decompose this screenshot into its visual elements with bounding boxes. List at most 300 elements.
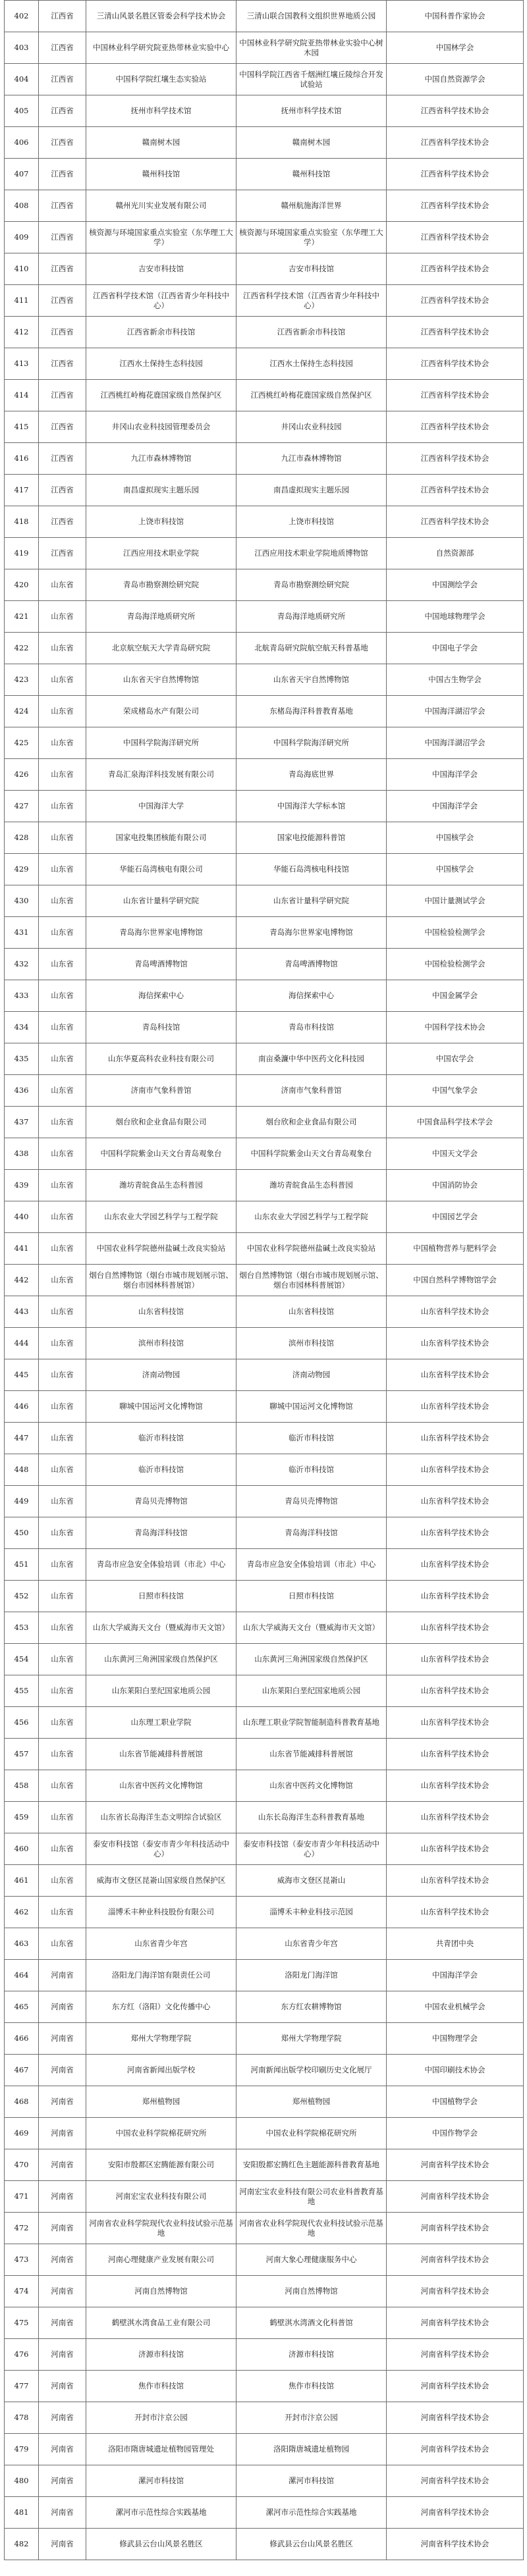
province-cell: 山东省	[39, 1233, 86, 1265]
province-cell: 山东省	[39, 1138, 86, 1170]
recommender-cell: 山东省科学技术协会	[387, 1833, 524, 1865]
row-number-cell: 413	[5, 348, 39, 380]
recommender-cell: 山东省科学技术协会	[387, 1675, 524, 1707]
recommender-cell: 共青团中央	[387, 1928, 524, 1960]
organization-cell: 修武县云台山风景名胜区	[86, 2529, 236, 2560]
province-cell: 山东省	[39, 1549, 86, 1581]
row-number-cell: 415	[5, 411, 39, 443]
row-number-cell: 429	[5, 854, 39, 885]
row-number-cell: 423	[5, 664, 39, 696]
row-number-cell: 456	[5, 1707, 39, 1739]
table-row	[5, 822, 524, 854]
recommender-cell: 山东省科学技术协会	[387, 1517, 524, 1549]
table-row	[5, 1960, 524, 1991]
organization-cell: 山东理工职业学院	[86, 1707, 236, 1739]
province-cell: 江西省	[39, 64, 86, 95]
table-row	[5, 159, 524, 190]
base-name-cell: 济源市科技馆	[236, 2339, 387, 2371]
recommender-cell: 中国食品科学技术学会	[387, 1107, 524, 1138]
table-row	[5, 633, 524, 664]
row-number-cell: 404	[5, 64, 39, 95]
table-row	[5, 1138, 524, 1170]
row-number-cell: 436	[5, 1075, 39, 1107]
row-number-cell: 466	[5, 2023, 39, 2055]
province-cell: 山东省	[39, 1865, 86, 1897]
organization-cell: 东方红（洛阳）文化传播中心	[86, 1991, 236, 2023]
row-number-cell: 457	[5, 1739, 39, 1770]
organization-cell: 济南市气象科普馆	[86, 1075, 236, 1107]
base-name-cell: 河南自然博物馆	[236, 2276, 387, 2307]
base-name-cell: 山东省中医药文化博物馆	[236, 1770, 387, 1802]
province-cell: 山东省	[39, 601, 86, 633]
province-cell: 山东省	[39, 1359, 86, 1391]
row-number-cell: 439	[5, 1170, 39, 1201]
base-name-cell: 临沂市科技馆	[236, 1454, 387, 1486]
row-number-cell: 403	[5, 32, 39, 64]
table-row	[5, 1644, 524, 1675]
recommender-cell: 自然资源部	[387, 538, 524, 569]
table-row	[5, 2023, 524, 2055]
organization-cell: 济南动物园	[86, 1359, 236, 1391]
row-number-cell: 414	[5, 380, 39, 411]
row-number-cell: 449	[5, 1486, 39, 1517]
row-number-cell: 421	[5, 601, 39, 633]
base-name-cell: 赣州科技馆	[236, 159, 387, 190]
base-name-cell: 上饶市科技馆	[236, 506, 387, 538]
province-cell: 山东省	[39, 1675, 86, 1707]
organization-cell: 江西桃红岭梅花鹿国家级自然保护区	[86, 380, 236, 411]
row-number-cell: 453	[5, 1612, 39, 1644]
table-row	[5, 1739, 524, 1770]
recommender-cell: 山东省科学技术协会	[387, 1296, 524, 1328]
organization-cell: 潍坊青皖食品生态科普园	[86, 1170, 236, 1201]
base-name-cell: 青岛市勘察测绘研究院	[236, 569, 387, 601]
province-cell: 山东省	[39, 1739, 86, 1770]
table-row	[5, 1612, 524, 1644]
recommender-cell: 山东省科学技术协会	[387, 1644, 524, 1675]
row-number-cell: 437	[5, 1107, 39, 1138]
province-cell: 山东省	[39, 1012, 86, 1043]
recommender-cell: 中国消防协会	[387, 1170, 524, 1201]
province-cell: 山东省	[39, 1802, 86, 1833]
organization-cell: 山东省中医药文化博物馆	[86, 1770, 236, 1802]
base-name-cell: 赣南树木园	[236, 127, 387, 159]
organization-cell: 山东省青少年宫	[86, 1928, 236, 1960]
organization-cell: 聊城中国运河文化博物馆	[86, 1391, 236, 1423]
row-number-cell: 475	[5, 2307, 39, 2339]
base-name-cell: 华能石岛湾核电科技馆	[236, 854, 387, 885]
table-row	[5, 317, 524, 348]
recommender-cell: 中国电子学会	[387, 633, 524, 664]
table-row	[5, 2402, 524, 2434]
organization-cell: 吉安市科技馆	[86, 253, 236, 285]
row-number-cell: 435	[5, 1043, 39, 1075]
row-number-cell: 420	[5, 569, 39, 601]
base-name-cell: 山东理工职业学院智能制造科普教育基地	[236, 1707, 387, 1739]
province-cell: 江西省	[39, 190, 86, 222]
base-name-cell: 中国农业科学院德州盐碱土改良实验站	[236, 1233, 387, 1265]
organization-cell: 开封市汴京公园	[86, 2402, 236, 2434]
province-cell: 山东省	[39, 1833, 86, 1865]
organization-cell: 河南心理健康产业发展有限公司	[86, 2244, 236, 2276]
organization-cell: 山东省天宇自然博物馆	[86, 664, 236, 696]
row-number-cell: 412	[5, 317, 39, 348]
organization-cell: 山东黄河三角洲国家级自然保护区	[86, 1644, 236, 1675]
row-number-cell: 409	[5, 222, 39, 253]
recommender-cell: 江西省科学技术协会	[387, 253, 524, 285]
table-row	[5, 917, 524, 949]
row-number-cell: 462	[5, 1897, 39, 1928]
row-number-cell: 476	[5, 2339, 39, 2371]
recommender-cell: 江西省科学技术协会	[387, 506, 524, 538]
row-number-cell: 426	[5, 759, 39, 791]
row-number-cell: 410	[5, 253, 39, 285]
base-name-cell: 中国林业科学研究院亚热带林业实验中心树木园	[236, 32, 387, 64]
recommender-cell: 中国农学会	[387, 1043, 524, 1075]
recommender-cell: 中国核学会	[387, 854, 524, 885]
recommender-cell: 中国自然资源学会	[387, 64, 524, 95]
row-number-cell: 418	[5, 506, 39, 538]
province-cell: 山东省	[39, 727, 86, 759]
province-cell: 江西省	[39, 1, 86, 32]
row-number-cell: 405	[5, 95, 39, 127]
province-cell: 山东省	[39, 1075, 86, 1107]
row-number-cell: 442	[5, 1265, 39, 1296]
organization-cell: 中国农业科学院德州盐碱土改良实验站	[86, 1233, 236, 1265]
province-cell: 山东省	[39, 1454, 86, 1486]
base-name-cell: 河南新闻出版学校印刷历史文化展厅	[236, 2055, 387, 2086]
recommender-cell: 中国林学会	[387, 32, 524, 64]
province-cell: 河南省	[39, 2023, 86, 2055]
table-body	[5, 1, 524, 2560]
province-cell: 山东省	[39, 1517, 86, 1549]
row-number-cell: 445	[5, 1359, 39, 1391]
base-name-cell: 安阳殷都宏腾红色主题能源科普教育基地	[236, 2149, 387, 2181]
organization-cell: 山东大学威海天文台（暨威海市天文馆）	[86, 1612, 236, 1644]
table-row	[5, 885, 524, 917]
table-row	[5, 1928, 524, 1960]
row-number-cell: 473	[5, 2244, 39, 2276]
row-number-cell: 432	[5, 949, 39, 980]
base-name-cell: 江西应用技术职业学院地质博物馆	[236, 538, 387, 569]
recommender-cell: 中国气象学会	[387, 1075, 524, 1107]
row-number-cell: 461	[5, 1865, 39, 1897]
row-number-cell: 419	[5, 538, 39, 569]
row-number-cell: 422	[5, 633, 39, 664]
base-name-cell: 青岛海洋科技馆	[236, 1517, 387, 1549]
row-number-cell: 427	[5, 791, 39, 822]
province-cell: 山东省	[39, 1612, 86, 1644]
base-name-cell: 烟台自然博物馆（烟台市城市规划展示馆、烟台市园林科普展馆）	[236, 1265, 387, 1296]
recommender-cell: 河南省科学技术协会	[387, 2371, 524, 2402]
row-number-cell: 479	[5, 2434, 39, 2465]
province-cell: 江西省	[39, 222, 86, 253]
recommender-cell: 中国物理学会	[387, 2023, 524, 2055]
organization-cell: 三清山风景名胜区管委会科学技术协会	[86, 1, 236, 32]
organization-cell: 山东莱阳白垩纪国家地质公园	[86, 1675, 236, 1707]
organization-cell: 青岛汇泉海洋科技发展有限公司	[86, 759, 236, 791]
organization-cell: 赣南树木园	[86, 127, 236, 159]
recommender-cell: 江西省科学技术协会	[387, 348, 524, 380]
row-number-cell: 438	[5, 1138, 39, 1170]
row-number-cell: 402	[5, 1, 39, 32]
table-row	[5, 1391, 524, 1423]
table-row	[5, 1265, 524, 1296]
recommender-cell: 山东省科学技术协会	[387, 1612, 524, 1644]
row-number-cell: 463	[5, 1928, 39, 1960]
organization-cell: 中国海洋大学	[86, 791, 236, 822]
base-name-cell: 青岛市应急安全体验培训（市北）中心	[236, 1549, 387, 1581]
base-name-cell: 核资源与环境国家重点实验室（东华理工大学）	[236, 222, 387, 253]
table-row	[5, 949, 524, 980]
recommender-cell: 河南省科学技术协会	[387, 2149, 524, 2181]
base-name-cell: 九江市森林博物馆	[236, 443, 387, 475]
organization-cell: 中国农业科学院棉花研究所	[86, 2118, 236, 2149]
recommender-cell: 山东省科学技术协会	[387, 1486, 524, 1517]
row-number-cell: 448	[5, 1454, 39, 1486]
base-name-cell: 北航青岛研究院航空航天科普基地	[236, 633, 387, 664]
base-name-cell: 山东省青少年宫	[236, 1928, 387, 1960]
base-name-cell: 淄博禾丰种业科技示范园	[236, 1897, 387, 1928]
table-row	[5, 1486, 524, 1517]
base-name-cell: 吉安市科技馆	[236, 253, 387, 285]
organization-cell: 中国科学院海洋研究所	[86, 727, 236, 759]
recommender-cell: 河南省科学技术协会	[387, 2307, 524, 2339]
base-name-cell: 山东省科技馆	[236, 1296, 387, 1328]
recommender-cell: 山东省科学技术协会	[387, 1581, 524, 1612]
province-cell: 河南省	[39, 2118, 86, 2149]
row-number-cell: 467	[5, 2055, 39, 2086]
organization-cell: 日照市科技馆	[86, 1581, 236, 1612]
table-row	[5, 2055, 524, 2086]
table-row	[5, 222, 524, 253]
province-cell: 河南省	[39, 2434, 86, 2465]
province-cell: 山东省	[39, 1486, 86, 1517]
table-row	[5, 443, 524, 475]
base-name-cell: 中国海洋大学标本馆	[236, 791, 387, 822]
base-name-cell: 山东省节能减排科普展馆	[236, 1739, 387, 1770]
organization-cell: 中国林业科学研究院亚热带林业实验中心	[86, 32, 236, 64]
province-cell: 山东省	[39, 917, 86, 949]
row-number-cell: 481	[5, 2497, 39, 2529]
table-row	[5, 380, 524, 411]
table-row	[5, 1549, 524, 1581]
base-name-cell: 洛阳龙门海洋馆	[236, 1960, 387, 1991]
province-cell: 山东省	[39, 1043, 86, 1075]
base-name-cell: 洛阳隋唐城遗址植物园	[236, 2434, 387, 2465]
organization-cell: 赣州光川实业发展有限公司	[86, 190, 236, 222]
row-number-cell: 454	[5, 1644, 39, 1675]
base-name-cell: 江西省新余市科技馆	[236, 317, 387, 348]
table-row	[5, 1423, 524, 1454]
table-row	[5, 1296, 524, 1328]
base-name-cell: 东楮岛海洋科普教育基地	[236, 696, 387, 727]
organization-cell: 济源市科技馆	[86, 2339, 236, 2371]
row-number-cell: 472	[5, 2213, 39, 2244]
recommender-cell: 江西省科学技术协会	[387, 443, 524, 475]
province-cell: 江西省	[39, 159, 86, 190]
table-row	[5, 1107, 524, 1138]
province-cell: 山东省	[39, 1707, 86, 1739]
base-name-cell: 中国科学院江西省千烟洲红壤丘陵综合开发试验站	[236, 64, 387, 95]
province-cell: 山东省	[39, 949, 86, 980]
organization-cell: 江西水土保持生态科技园	[86, 348, 236, 380]
recommender-cell: 河南省科学技术协会	[387, 2276, 524, 2307]
organization-cell: 郑州植物园	[86, 2086, 236, 2118]
organization-cell: 泰安市科技馆（泰安市青少年科技活动中心）	[86, 1833, 236, 1865]
organization-cell: 青岛海洋地质研究所	[86, 601, 236, 633]
organization-cell: 临沂市科技馆	[86, 1454, 236, 1486]
recommender-cell: 中国作物学会	[387, 2118, 524, 2149]
row-number-cell: 433	[5, 980, 39, 1012]
organization-cell: 中国科学院红壤生态实验站	[86, 64, 236, 95]
table-row	[5, 506, 524, 538]
base-name-cell: 三清山联合国教科文组织世界地质公园	[236, 1, 387, 32]
organization-cell: 山东省计量科学研究院	[86, 885, 236, 917]
organization-cell: 漯河市示范性综合实践基地	[86, 2497, 236, 2529]
row-number-cell: 443	[5, 1296, 39, 1328]
table-row	[5, 348, 524, 380]
base-name-cell: 江西省科学技术馆（江西省青少年科技中心）	[236, 285, 387, 317]
base-name-cell: 泰安市科技馆（泰安市青少年科技活动中心）	[236, 1833, 387, 1865]
organization-cell: 九江市森林博物馆	[86, 443, 236, 475]
table-row	[5, 1012, 524, 1043]
base-name-cell: 漯河市示范性综合实践基地	[236, 2497, 387, 2529]
recommender-cell: 中国农业机械学会	[387, 1991, 524, 2023]
recommender-cell: 中国科学技术协会	[387, 1012, 524, 1043]
province-cell: 河南省	[39, 2371, 86, 2402]
organization-cell: 井冈山农业科技园管理委员会	[86, 411, 236, 443]
science-base-table	[4, 0, 524, 2560]
recommender-cell: 山东省科学技术协会	[387, 1359, 524, 1391]
province-cell: 河南省	[39, 1960, 86, 1991]
recommender-cell: 山东省科学技术协会	[387, 1865, 524, 1897]
province-cell: 山东省	[39, 633, 86, 664]
table-row	[5, 2307, 524, 2339]
row-number-cell: 478	[5, 2402, 39, 2434]
recommender-cell: 山东省科学技术协会	[387, 1454, 524, 1486]
table-row	[5, 854, 524, 885]
recommender-cell: 山东省科学技术协会	[387, 1391, 524, 1423]
organization-cell: 北京航空航天大学青岛研究院	[86, 633, 236, 664]
organization-cell: 淄博禾丰种业科技股份有限公司	[86, 1897, 236, 1928]
recommender-cell: 河南省科学技术协会	[387, 2434, 524, 2465]
row-number-cell: 406	[5, 127, 39, 159]
province-cell: 山东省	[39, 569, 86, 601]
row-number-cell: 458	[5, 1770, 39, 1802]
row-number-cell: 451	[5, 1549, 39, 1581]
table-row	[5, 1517, 524, 1549]
recommender-cell: 中国植物学会	[387, 2086, 524, 2118]
row-number-cell: 447	[5, 1423, 39, 1454]
recommender-cell: 山东省科学技术协会	[387, 1328, 524, 1359]
base-name-cell: 抚州市科学技术馆	[236, 95, 387, 127]
organization-cell: 河南宏宝农业科技有限公司	[86, 2181, 236, 2213]
table-row	[5, 64, 524, 95]
organization-cell: 山东省长岛海洋生态文明综合试验区	[86, 1802, 236, 1833]
table-row	[5, 32, 524, 64]
table-row	[5, 2244, 524, 2276]
base-name-cell: 青岛海尔世界家电博物馆	[236, 917, 387, 949]
organization-cell: 郑州大学物理学院	[86, 2023, 236, 2055]
table-row	[5, 791, 524, 822]
province-cell: 山东省	[39, 1770, 86, 1802]
organization-cell: 青岛海尔世界家电博物馆	[86, 917, 236, 949]
table-row	[5, 2118, 524, 2149]
province-cell: 河南省	[39, 1991, 86, 2023]
row-number-cell: 471	[5, 2181, 39, 2213]
recommender-cell: 中国检验检测学会	[387, 949, 524, 980]
organization-cell: 焦作市科技馆	[86, 2371, 236, 2402]
row-number-cell: 407	[5, 159, 39, 190]
base-name-cell: 开封市汴京公园	[236, 2402, 387, 2434]
province-cell: 江西省	[39, 538, 86, 569]
base-name-cell: 山东大学威海天文台（暨威海市天文馆）	[236, 1612, 387, 1644]
base-name-cell: 潍坊青皖食品生态科普园	[236, 1170, 387, 1201]
table-row	[5, 1170, 524, 1201]
province-cell: 江西省	[39, 253, 86, 285]
province-cell: 江西省	[39, 475, 86, 506]
recommender-cell: 中国海洋学会	[387, 759, 524, 791]
recommender-cell: 河南省科学技术协会	[387, 2213, 524, 2244]
row-number-cell: 464	[5, 1960, 39, 1991]
base-name-cell: 济南动物园	[236, 1359, 387, 1391]
organization-cell: 河南省农业科学院现代农业科技试验示范基地	[86, 2213, 236, 2244]
province-cell: 河南省	[39, 2086, 86, 2118]
organization-cell: 洛阳龙门海洋馆有限责任公司	[86, 1960, 236, 1991]
province-cell: 山东省	[39, 980, 86, 1012]
organization-cell: 安阳市殷都区宏腾能源有限公司	[86, 2149, 236, 2181]
recommender-cell: 河南省科学技术协会	[387, 2339, 524, 2371]
row-number-cell: 428	[5, 822, 39, 854]
table-row	[5, 2181, 524, 2213]
province-cell: 山东省	[39, 1897, 86, 1928]
organization-cell: 青岛贝壳博物馆	[86, 1486, 236, 1517]
table-row	[5, 1328, 524, 1359]
table-row	[5, 190, 524, 222]
recommender-cell: 中国自然科学博物馆学会	[387, 1265, 524, 1296]
province-cell: 江西省	[39, 317, 86, 348]
row-number-cell: 446	[5, 1391, 39, 1423]
table-row	[5, 95, 524, 127]
recommender-cell: 河南省科学技术协会	[387, 2244, 524, 2276]
row-number-cell: 480	[5, 2465, 39, 2497]
recommender-cell: 中国地球物理学会	[387, 601, 524, 633]
organization-cell: 荣成楮岛水产有限公司	[86, 696, 236, 727]
base-name-cell: 郑州植物园	[236, 2086, 387, 2118]
province-cell: 山东省	[39, 1296, 86, 1328]
recommender-cell: 中国核学会	[387, 822, 524, 854]
base-name-cell: 山东莱阳白垩纪国家地质公园	[236, 1675, 387, 1707]
row-number-cell: 477	[5, 2371, 39, 2402]
province-cell: 河南省	[39, 2339, 86, 2371]
province-cell: 河南省	[39, 2149, 86, 2181]
row-number-cell: 417	[5, 475, 39, 506]
recommender-cell: 河南省科学技术协会	[387, 2465, 524, 2497]
table-row	[5, 2434, 524, 2465]
base-name-cell: 郑州大学物理学院	[236, 2023, 387, 2055]
base-name-cell: 河南宏宝农业科技有限公司农业科普教育基地	[236, 2181, 387, 2213]
organization-cell: 山东华夏高科农业科技有限公司	[86, 1043, 236, 1075]
organization-cell: 青岛海洋科技馆	[86, 1517, 236, 1549]
province-cell: 山东省	[39, 854, 86, 885]
base-name-cell: 青岛市科技馆	[236, 1012, 387, 1043]
recommender-cell: 江西省科学技术协会	[387, 380, 524, 411]
base-name-cell: 山东黄河三角洲国家级自然保护区	[236, 1644, 387, 1675]
province-cell: 江西省	[39, 285, 86, 317]
recommender-cell: 山东省科学技术协会	[387, 1897, 524, 1928]
base-name-cell: 鹤壁淇水湾酒文化科普馆	[236, 2307, 387, 2339]
